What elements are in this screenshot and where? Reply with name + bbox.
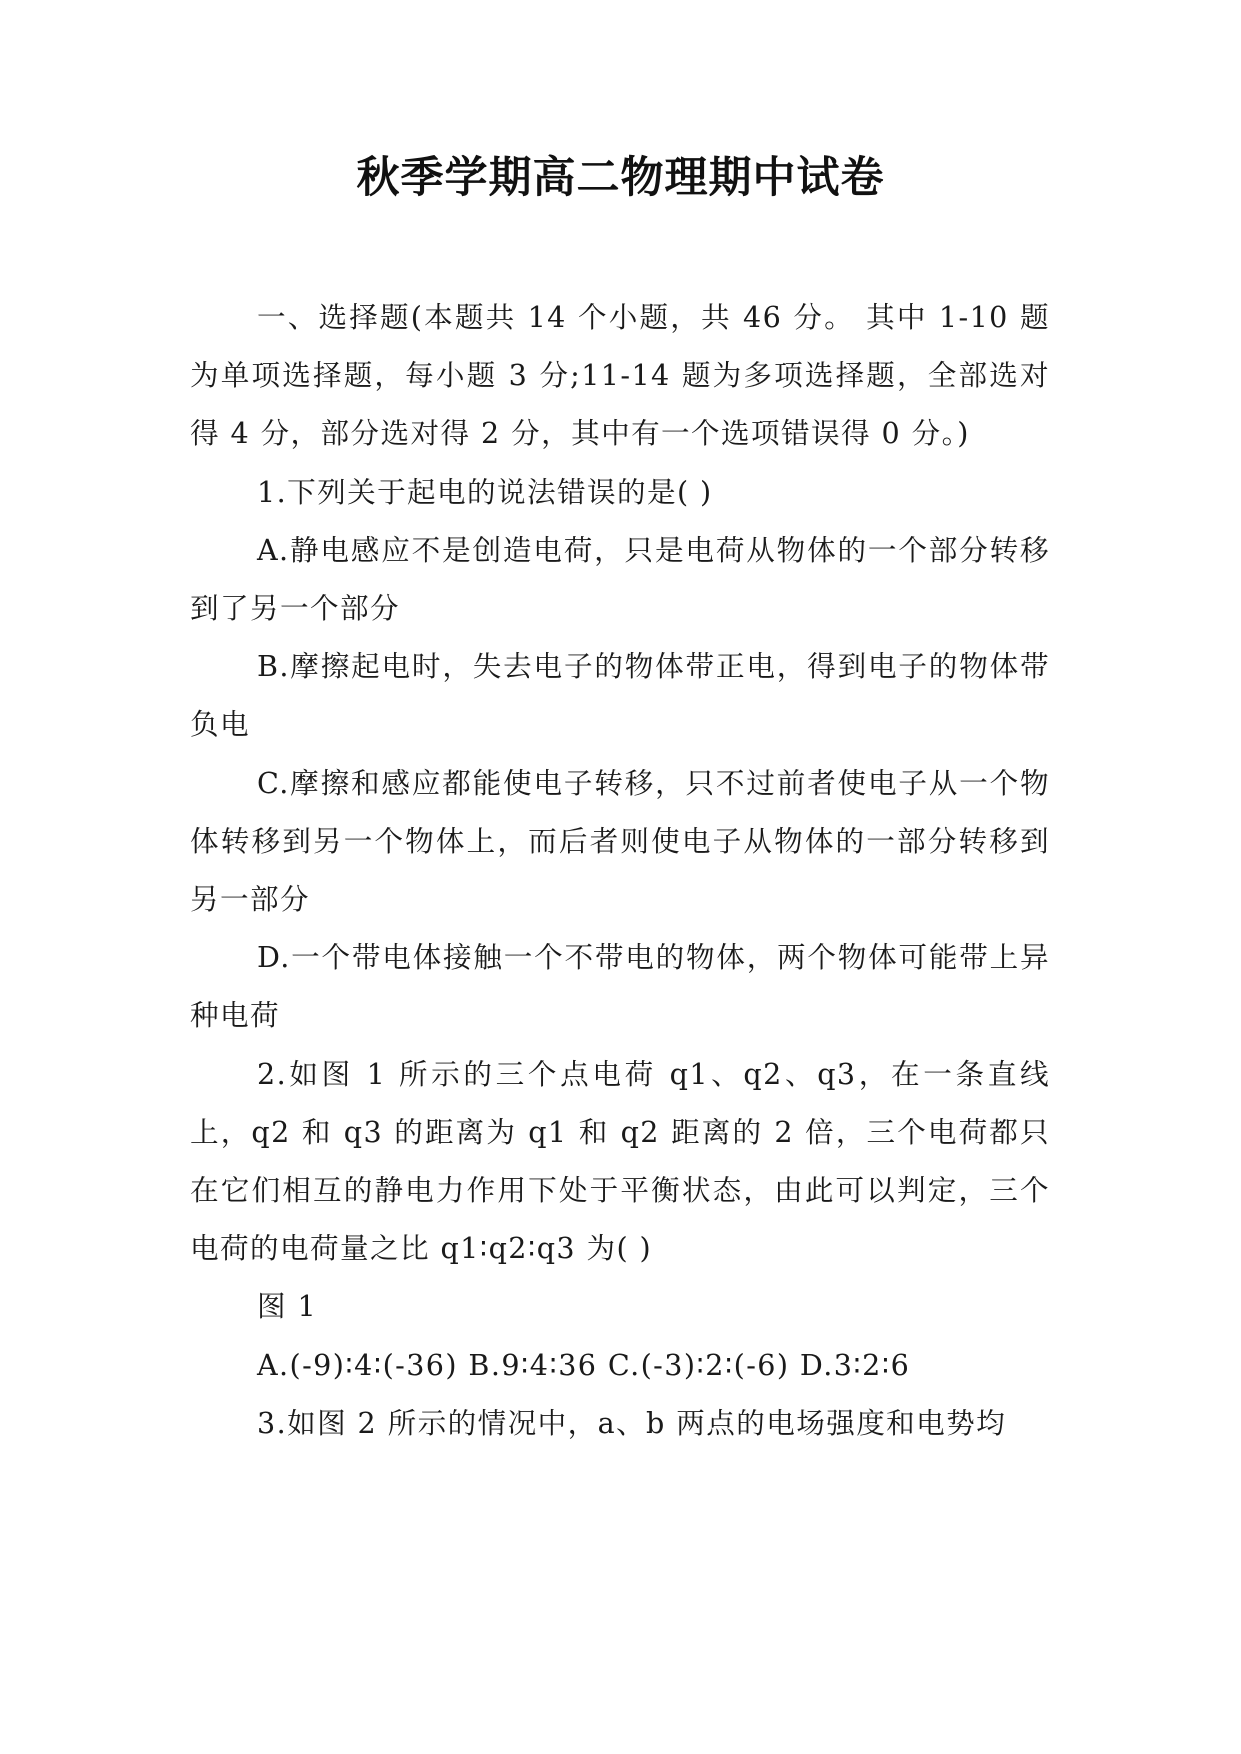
- question-1-option-c: C.摩擦和感应都能使电子转移，只不过前者使电子从一个物体转移到另一个物体上，而后者则使电子从物体的一部分转移到另一部分: [190, 765, 1050, 917]
- question-2-options: A.(-9)∶4∶(-36) B.9∶4∶36 C.(-3)∶2∶(-6) D.3∶2∶6: [257, 1347, 911, 1382]
- figure-1-caption: 图 1: [257, 1289, 318, 1324]
- question-1-option-d: D.一个带电体接触一个不带电的物体，两个物体可能带上异种电荷: [190, 940, 1050, 1033]
- question-2: 2.如图 1 所示的三个点电荷 q1、q2、q3，在一条直线上，q2 和 q3 的距离为 q1 和 q2 距离的 2 倍，三个电荷都只在它们相互的静电力作用下处于平衡状态，由此可以判定，三个电荷的电荷量之比 q1∶q2∶q3 为( ): [190, 1056, 1050, 1266]
- page-title: 秋季学期高二物理期中试卷: [356, 153, 885, 203]
- question-1: 1.下列关于起电的说法错误的是( ): [257, 474, 713, 509]
- document-body: [190, 288, 1050, 1452]
- question-3: 3.如图 2 所示的情况中，a、b 两点的电场强度和电势均: [257, 1405, 1007, 1440]
- question-1-option-b: B.摩擦起电时，失去电子的物体带正电，得到电子的物体带负电: [190, 649, 1050, 742]
- question-1-option-a: A.静电感应不是创造电荷，只是电荷从物体的一个部分转移到了另一个部分: [190, 532, 1050, 626]
- section-instructions: 一、选择题(本题共 14 个小题，共 46 分。 其中 1-10 题为单项选择题，每小题 3 分;11-14 题为多项选择题，全部选对得 4 分，部分选对得 2 分，其中有一个选项错误得 0 分。): [190, 300, 1050, 451]
